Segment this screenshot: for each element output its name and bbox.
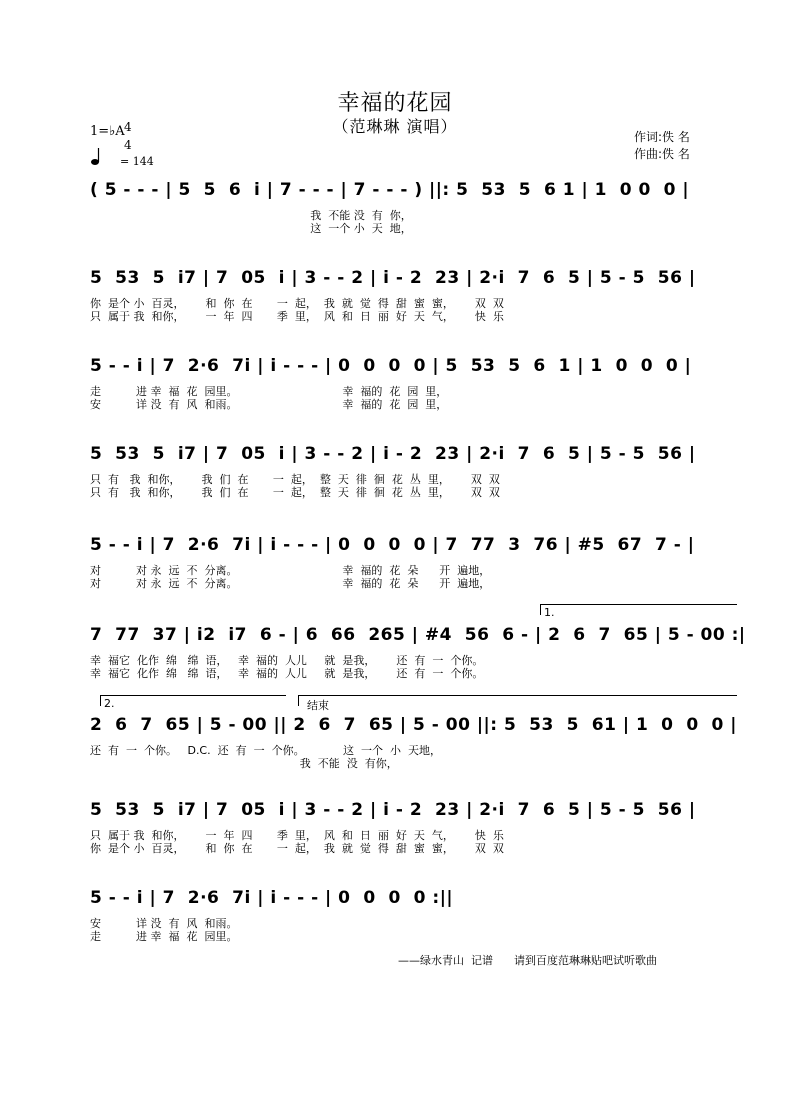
lyrics-verse-1: 只 有 我 和你， 我 们 在 一 起， 整 天 徘 徊 花 丛 里， 双 双 [90, 473, 500, 486]
notation-line: 5 53 5 i7 | 7 05 i | 3 - - 2 | i - 2 23 | 2·i 7 6 5 | 5 - 5 56 | [90, 268, 696, 288]
composer-credit: 作曲:佚 名 [634, 147, 690, 161]
song-title: 幸福的花园 [337, 91, 453, 116]
lyrics-verse-2: 幸 福它 化作 绵 绵 语， 幸 福的 人儿 就 是我， 还 有 一 个你。 [90, 667, 484, 680]
volta-bracket-1 [540, 604, 737, 619]
lyrics-verse-2: 走 进 幸 福 花 园里。 [90, 930, 238, 943]
lyrics-verse-1: 幸 福它 化作 绵 绵 语， 幸 福的 人儿 就 是我， 还 有 一 个你。 [90, 654, 484, 667]
notation-line: 5 53 5 i7 | 7 05 i | 3 - - 2 | i - 2 23 | 2·i 7 6 5 | 5 - 5 56 | [90, 444, 696, 464]
score-system-7 [90, 715, 740, 775]
score-system-5 [90, 535, 740, 595]
notation-line: 5 - - i | 7 2·6 7i | i - - - | 0 0 0 0 | 5 53 5 6 1 | 1 0 0 0 | [90, 356, 692, 376]
lyrics-verse-2: 我 不能 没 有你， [90, 757, 398, 770]
lyrics-verse-2: 你 是个 小 百灵， 和 你 在 一 起， 我 就 觉 得 甜 蜜 蜜， 双 双 [90, 842, 504, 855]
lyrics-verse-1: 还 有 一 个你。 D.C. 还 有 一 个你。 这 一个 小 天地， [90, 744, 442, 757]
score-system-8 [90, 800, 740, 860]
time-signature-top: 4 [124, 120, 132, 134]
ending-bracket [298, 695, 737, 712]
lyrics-verse-2: 这 一个 小 天 地， [90, 222, 412, 235]
score-system-9 [90, 888, 740, 948]
score-system-2 [90, 268, 740, 328]
lyrics-verse-1: 对 对 永 远 不 分离。 幸 福的 花 朵 开 遍地， [90, 564, 491, 577]
notation-line: 5 53 5 i7 | 7 05 i | 3 - - 2 | i - 2 23 | 2·i 7 6 5 | 5 - 5 56 | [90, 800, 696, 820]
notation-line: 2 6 7 65 | 5 - 00 || 2 6 7 65 | 5 - 00 ||: 5 53 5 61 | 1 0 0 0 | [90, 715, 737, 735]
lyrics-verse-1: 只 属于 我 和你， 一 年 四 季 里， 风 和 日 丽 好 天 气， 快 乐 [90, 829, 504, 842]
lyrics-verse-1: 你 是个 小 百灵， 和 你 在 一 起， 我 就 觉 得 甜 蜜 蜜， 双 双 [90, 297, 504, 310]
tempo-marking: = 144 [120, 155, 154, 168]
quarter-note-icon [90, 146, 104, 166]
notation-line: 5 - - i | 7 2·6 7i | i - - - | 0 0 0 0 | 7 77 3 76 | #5 67 7 - | [90, 535, 695, 555]
lyrics-verse-2: 只 属于 我 和你， 一 年 四 季 里， 风 和 日 丽 好 天 气， 快 乐 [90, 310, 504, 323]
score-system-6 [90, 625, 746, 685]
score-system-3 [90, 356, 740, 416]
ending-label: 结束 [307, 699, 329, 712]
performer-line: （范琳琳 演唱） [332, 117, 458, 136]
notation-line: ( 5 - - - | 5 5 6 i | 7 - - - | 7 - - - ) ||: 5 53 5 6 1 | 1 0 0 0 | [90, 180, 690, 200]
lyrics-verse-1: 我 不能 没 有 你， [90, 209, 412, 222]
lyrics-verse-1: 走 进 幸 福 花 园里。 幸 福的 花 园 里， [90, 385, 448, 398]
transcriber-footer: ——绿水青山 记谱 请到百度范琳琳贴吧试听歌曲 [398, 954, 657, 967]
lyrics-verse-2: 只 有 我 和你， 我 们 在 一 起， 整 天 徘 徊 花 丛 里， 双 双 [90, 486, 500, 499]
time-signature-bottom: 4 [124, 138, 132, 152]
notation-line: 5 - - i | 7 2·6 7i | i - - - | 0 0 0 0 :|| [90, 888, 454, 908]
score-system-4 [90, 444, 740, 504]
volta-1-label: 1. [544, 606, 555, 619]
key-signature: 1=♭A [90, 124, 125, 139]
volta-2-label: 2. [104, 697, 115, 710]
lyrics-verse-2: 对 对 永 远 不 分离。 幸 福的 花 朵 开 遍地， [90, 577, 491, 590]
lyricist-credit: 作词:佚 名 [634, 130, 690, 144]
lyrics-verse-1: 安 详 没 有 风 和雨。 [90, 917, 238, 930]
notation-line: 7 77 37 | i2 i7 6 - | 6 66 265 | #4 56 6 - | 2 6 7 65 | 5 - 00 :| [90, 625, 746, 645]
score-system-1 [90, 180, 740, 240]
volta-bracket-2 [100, 695, 286, 710]
lyrics-verse-2: 安 详 没 有 风 和雨。 幸 福的 花 园 里， [90, 398, 448, 411]
